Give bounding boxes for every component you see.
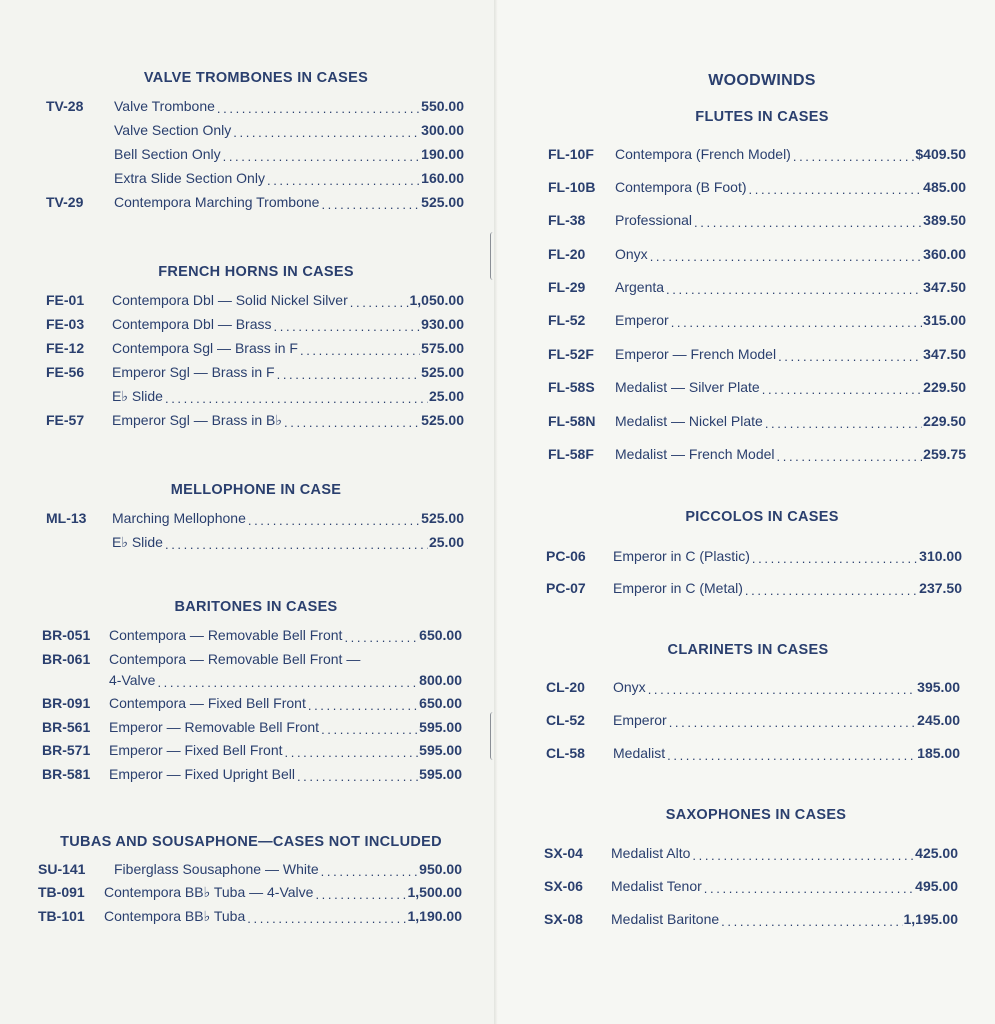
price-row (42, 627, 462, 647)
dot-leader (749, 185, 923, 199)
item-price: 229.50 (923, 413, 966, 429)
price-row (42, 766, 462, 786)
dot-leader (321, 867, 419, 881)
price-row (546, 679, 960, 699)
price-row (42, 672, 462, 692)
price-row (46, 510, 464, 530)
item-desc: Medalist Baritone (611, 911, 720, 927)
item-code: TB-101 (38, 908, 85, 924)
item-desc: Emperor (613, 712, 667, 728)
item-desc: Emperor — Fixed Upright Bell (109, 766, 295, 782)
price-row (46, 388, 464, 408)
item-code: FE-56 (46, 364, 85, 380)
item-code: BR-091 (42, 695, 91, 711)
piccolos-title: PICCOLOS IN CASES (685, 509, 839, 525)
item-desc: Contempora (B Foot) (615, 179, 747, 195)
item-desc: Contempora Dbl — Solid Nickel Silver (112, 292, 348, 308)
item-desc: Emperor Sgl — Brass in B♭ (112, 412, 282, 428)
price-row (46, 98, 464, 118)
dot-leader (308, 701, 418, 715)
item-desc: Medalist — French Model (615, 446, 775, 462)
item-price: 1,190.00 (407, 908, 462, 924)
item-price: 800.00 (419, 672, 462, 688)
item-code: TV-29 (46, 194, 84, 210)
item-desc: Emperor — Removable Bell Front (109, 719, 320, 735)
item-desc: Contempora Marching Trombone (114, 194, 320, 210)
item-price: 347.50 (923, 279, 966, 295)
dot-leader (300, 346, 420, 360)
item-price: 25.00 (428, 534, 464, 550)
price-row (38, 884, 462, 904)
item-desc: Contempora Sgl — Brass in F (112, 340, 298, 356)
dot-leader (671, 318, 922, 332)
valve-trombones-title: VALVE TROMBONES IN CASES (143, 70, 369, 86)
item-price: 315.00 (923, 312, 966, 328)
price-row (548, 279, 966, 299)
item-code: FL-38 (548, 212, 586, 228)
item-price: 185.00 (917, 745, 960, 761)
item-desc: Valve Section Only (114, 122, 232, 138)
price-row (38, 908, 462, 928)
dot-leader (669, 718, 916, 732)
dot-leader (165, 394, 428, 408)
dot-leader (692, 851, 914, 865)
item-price: 650.00 (419, 695, 462, 711)
price-row (548, 246, 966, 266)
price-row (46, 170, 464, 190)
item-desc: Emperor in C (Metal) (613, 580, 743, 596)
price-row (546, 712, 960, 732)
dot-leader (233, 128, 420, 142)
item-desc: Medalist Tenor (611, 878, 702, 894)
dot-leader (321, 725, 418, 739)
price-row (548, 446, 966, 466)
dot-leader (350, 298, 409, 312)
item-price: 160.00 (421, 170, 464, 186)
item-code: BR-581 (42, 766, 91, 782)
price-row (548, 146, 966, 166)
item-code: BR-061 (42, 651, 91, 667)
price-row (548, 346, 966, 366)
price-row (46, 122, 464, 142)
page-fold (494, 0, 498, 1024)
item-price: 595.00 (419, 742, 462, 758)
item-code: TB-091 (38, 884, 85, 900)
item-code: SX-06 (544, 878, 583, 894)
saxophones-title: SAXOPHONES IN CASES (665, 807, 847, 823)
item-desc: Extra Slide Section Only (114, 170, 265, 186)
item-desc: Emperor (615, 312, 669, 328)
price-row (46, 316, 464, 336)
item-price: 229.50 (923, 379, 966, 395)
dot-leader (648, 685, 916, 699)
clarinets-title: CLARINETS IN CASES (667, 642, 829, 658)
item-desc: E♭ Slide (112, 534, 163, 550)
item-code: BR-571 (42, 742, 91, 758)
dot-leader (284, 418, 420, 432)
item-desc: Medalist — Nickel Plate (615, 413, 763, 429)
item-desc: Marching Mellophone (112, 510, 246, 526)
dot-leader (248, 516, 420, 530)
price-row (42, 695, 462, 715)
item-desc: Contempora (French Model) (615, 146, 791, 162)
baritones-title: BARITONES IN CASES (174, 599, 338, 615)
item-price: 245.00 (917, 712, 960, 728)
price-row (546, 548, 962, 568)
item-price: 347.50 (923, 346, 966, 362)
item-price: 300.00 (421, 122, 464, 138)
dot-leader (247, 914, 406, 928)
item-price: 525.00 (421, 364, 464, 380)
price-row (548, 379, 966, 399)
item-price: 425.00 (915, 845, 958, 861)
item-desc: Emperor Sgl — Brass in F (112, 364, 275, 380)
item-code: ML-13 (46, 510, 87, 526)
item-code: FL-10F (548, 146, 594, 162)
price-row (548, 212, 966, 232)
item-desc: Contempora — Fixed Bell Front (109, 695, 306, 711)
item-price: 930.00 (421, 316, 464, 332)
dot-leader (344, 633, 418, 647)
item-code: FL-29 (548, 279, 586, 295)
price-row (38, 861, 462, 881)
item-price: 595.00 (419, 719, 462, 735)
item-code: CL-58 (546, 745, 585, 761)
item-code: CL-20 (546, 679, 585, 695)
staple-top (490, 232, 496, 280)
price-row (46, 194, 464, 214)
item-code: FL-52 (548, 312, 586, 328)
price-row (46, 534, 464, 554)
dot-leader (704, 884, 914, 898)
dot-leader (285, 748, 419, 762)
item-price: 1,050.00 (409, 292, 464, 308)
item-code: SX-08 (544, 911, 583, 927)
item-code: PC-06 (546, 548, 586, 564)
item-price: 525.00 (421, 412, 464, 428)
price-row (46, 364, 464, 384)
dot-leader (752, 554, 918, 568)
item-price: 190.00 (421, 146, 464, 162)
item-desc: Medalist (613, 745, 666, 761)
item-desc: Medalist Alto (611, 845, 691, 861)
price-row (46, 146, 464, 166)
item-desc: Argenta (615, 279, 665, 295)
item-desc: Contempora — Removable Bell Front — (109, 651, 361, 667)
item-price: 595.00 (419, 766, 462, 782)
item-desc: Valve Trombone (114, 98, 215, 114)
price-row (544, 911, 958, 931)
dot-leader (666, 285, 922, 299)
price-row (548, 413, 966, 433)
woodwinds-heading: WOODWINDS (708, 72, 816, 89)
item-code: FL-58N (548, 413, 596, 429)
price-row (546, 580, 962, 600)
item-price: 1,500.00 (407, 884, 462, 900)
item-price: 395.00 (917, 679, 960, 695)
item-price: 485.00 (923, 179, 966, 195)
item-desc: Medalist — Silver Plate (615, 379, 760, 395)
item-code: FL-20 (548, 246, 586, 262)
item-code: BR-561 (42, 719, 91, 735)
item-code: FL-10B (548, 179, 596, 195)
item-code: PC-07 (546, 580, 586, 596)
item-code: SX-04 (544, 845, 583, 861)
price-row (544, 878, 958, 898)
item-price: 575.00 (421, 340, 464, 356)
dot-leader (157, 678, 418, 692)
item-code: FL-52F (548, 346, 594, 362)
item-price: 525.00 (421, 194, 464, 210)
item-code: FE-57 (46, 412, 85, 428)
item-code: CL-52 (546, 712, 585, 728)
item-code: FE-12 (46, 340, 85, 356)
dot-leader (277, 370, 421, 384)
item-desc: Emperor in C (Plastic) (613, 548, 750, 564)
price-row (42, 719, 462, 739)
dot-leader (793, 152, 915, 166)
item-price: 525.00 (421, 510, 464, 526)
price-row (46, 340, 464, 360)
dot-leader (267, 176, 420, 190)
dot-leader (315, 890, 406, 904)
mellophone-title: MELLOPHONE IN CASE (170, 482, 342, 498)
item-price: 495.00 (915, 878, 958, 894)
item-desc: Contempora BB♭ Tuba — 4-Valve (104, 884, 314, 900)
item-price: 259.75 (923, 446, 966, 462)
item-price: 310.00 (919, 548, 962, 564)
price-row (42, 742, 462, 762)
dot-leader (274, 322, 421, 336)
item-desc: Emperor — French Model (615, 346, 777, 362)
item-code: BR-051 (42, 627, 91, 643)
item-desc: Contempora — Removable Bell Front (109, 627, 343, 643)
dot-leader (745, 586, 918, 600)
dot-leader (217, 104, 420, 118)
price-row (46, 292, 464, 312)
item-desc: Contempora BB♭ Tuba (104, 908, 246, 924)
item-desc: Onyx (613, 679, 646, 695)
dot-leader (165, 540, 428, 554)
dot-leader (650, 252, 922, 266)
dot-leader (297, 772, 418, 786)
staple-bottom (490, 712, 496, 760)
item-desc: Onyx (615, 246, 648, 262)
dot-leader (694, 218, 922, 232)
dot-leader (321, 200, 420, 214)
price-row (46, 412, 464, 432)
dot-leader (721, 917, 902, 931)
price-row (548, 312, 966, 332)
item-price: 25.00 (428, 388, 464, 404)
item-code: SU-141 (38, 861, 86, 877)
item-code: FE-01 (46, 292, 85, 308)
item-desc: 4-Valve (109, 672, 156, 688)
item-desc: Emperor — Fixed Bell Front (109, 742, 283, 758)
item-price: $409.50 (915, 146, 966, 162)
dot-leader (762, 385, 922, 399)
price-row (42, 651, 462, 671)
french-horns-title: FRENCH HORNS IN CASES (158, 264, 354, 280)
item-code: TV-28 (46, 98, 84, 114)
item-desc: Contempora Dbl — Brass (112, 316, 272, 332)
flutes-title: FLUTES IN CASES (695, 109, 829, 125)
tubas-title: TUBAS AND SOUSAPHONE—CASES NOT INCLUDED (60, 834, 442, 850)
dot-leader (223, 152, 421, 166)
item-desc: Fiberglass Sousaphone — White (114, 861, 319, 877)
item-price: 650.00 (419, 627, 462, 643)
dot-leader (667, 751, 916, 765)
item-desc: Bell Section Only (114, 146, 221, 162)
item-price: 360.00 (923, 246, 966, 262)
item-price: 389.50 (923, 212, 966, 228)
price-row (546, 745, 960, 765)
item-price: 237.50 (919, 580, 962, 596)
item-code: FE-03 (46, 316, 85, 332)
item-desc: Professional (615, 212, 693, 228)
price-row (544, 845, 958, 865)
dot-leader (778, 352, 922, 366)
item-desc: E♭ Slide (112, 388, 163, 404)
price-row (548, 179, 966, 199)
item-price: 1,195.00 (903, 911, 958, 927)
dot-leader (777, 452, 923, 466)
item-code: FL-58F (548, 446, 594, 462)
dot-leader (765, 419, 922, 433)
item-code: FL-58S (548, 379, 595, 395)
item-price: 950.00 (419, 861, 462, 877)
item-price: 550.00 (421, 98, 464, 114)
